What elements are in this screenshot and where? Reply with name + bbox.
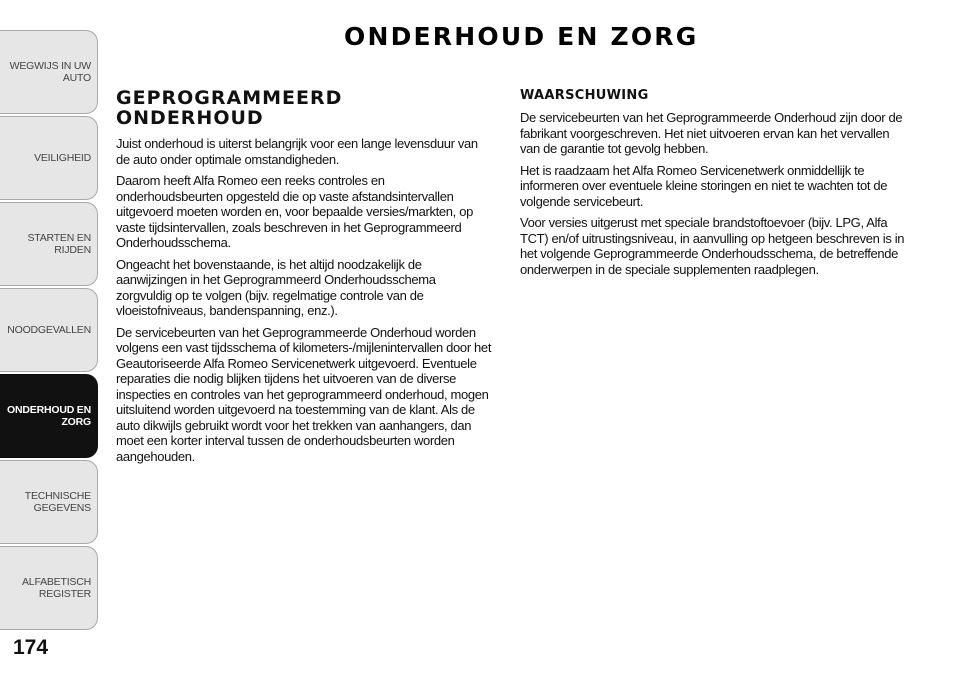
tab-label: WEGWIJS IN UW AUTO [9, 60, 91, 84]
left-column [116, 88, 494, 470]
warning-heading: WAARSCHUWING [520, 88, 649, 103]
page-number: 174 [13, 636, 49, 659]
tab-noodgevallen[interactable] [0, 288, 98, 372]
paragraph: Juist onderhoud is uiterst belangrijk voor een lange levensduur van de auto onder optimale omstandigheden. [116, 136, 478, 167]
tab-wegwijs-in-uw-auto[interactable] [0, 30, 98, 114]
tab-label: STARTEN EN RIJDEN [27, 232, 91, 256]
paragraph: Ongeacht het bovenstaande, is het altijd noodzakelijk de aanwijzingen in het Geprogrammeerd Onderhoudsschema zorgvuldig op te volgen (bijv. regelmatige controle van de vloeistofniveaus, bandenspanning, enz.). [116, 256, 436, 318]
paragraph: Daarom heeft Alfa Romeo een reeks controles en onderhoudsbeurten opgesteld die op vaste afstandsintervallen uitgevoerd moeten worden en, voor bepaalde versies/markten, op vaste tijdsintervallen, zoals beschreven in het Geprogrammeerd Onderhoudsschema. [116, 173, 473, 250]
page-title: ONDERHOUD EN ZORG [344, 22, 699, 51]
paragraph: Het is raadzaam het Alfa Romeo Servicenetwerk onmiddellijk te informeren over eventuele kleine storingen en niet te wachten tot de volgende servicebeurt. [520, 162, 888, 209]
tab-starten-en-rijden[interactable] [0, 202, 98, 286]
paragraph: De servicebeurten van het Geprogrammeerde Onderhoud zijn door de fabrikant voorgeschreven. Het niet uitvoeren ervan kan het vervallen van de garantie tot gevolg hebben. [520, 110, 903, 156]
tab-label: ALFABETISCH REGISTER [22, 576, 91, 600]
tab-label: ONDERHOUD EN ZORG [7, 404, 91, 428]
tab-label: NOODGEVALLEN [7, 324, 91, 336]
tab-veiligheid[interactable] [0, 116, 98, 200]
tab-technische-gegevens[interactable] [0, 460, 98, 544]
tab-label: TECHNISCHE GEGEVENS [24, 490, 91, 514]
tab-label: VEILIGHEID [34, 152, 91, 164]
tab-alfabetisch-register[interactable] [0, 546, 98, 630]
warning-column [520, 88, 912, 283]
paragraph: De servicebeurten van het Geprogrammeerde Onderhoud worden volgens een vast tijdsschema of kilometers-/mijlenintervallen door het Geautoriseerde Alfa Romeo Servicenetwerk uitgevoerd. Eventuele reparaties die nodig blijken tijdens het uitvoeren van de diverse inspecties en controles van het geprogrammeerd onderhoud, mogen uitsluitend worden uitgevoerd na toestemming van de klant. Als de auto dikwijls gebruikt wordt voor het trekken van aanhangers, dan moet een korter interval tussen de onderhoudsbeurten worden aangehouden. [116, 324, 492, 464]
tab-onderhoud-en-zorg[interactable] [0, 374, 98, 458]
paragraph: Voor versies uitgerust met speciale brandstoftoevoer (bijv. LPG, Alfa TCT) en/of uitrustingsniveau, in aanvulling op hetgeen beschreven is in het volgende Geprogrammeerde Onderhoudsschema, de betreffende onderwerpen in de speciale supplementen raadplegen. [520, 215, 905, 277]
section-heading: GEPROGRAMMEERD ONDERHOUD [116, 87, 343, 129]
